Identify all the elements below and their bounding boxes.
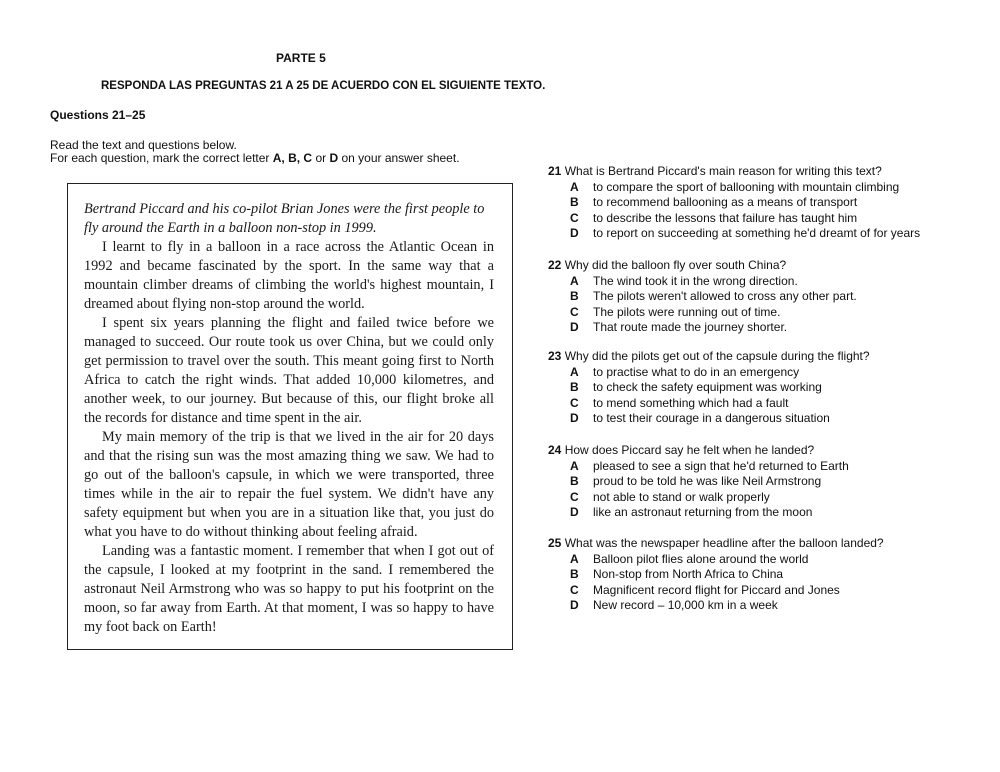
question-number: 24 xyxy=(548,443,562,457)
question-23 xyxy=(548,349,978,427)
question-text: What was the newspaper headline after the balloon landed? xyxy=(564,536,884,550)
option-letter: B xyxy=(570,289,579,304)
question-number: 21 xyxy=(548,164,562,178)
option-letter: B xyxy=(570,474,579,489)
option-text: to mend something which had a fault xyxy=(593,395,789,410)
option-text: like an astronaut returning from the moon xyxy=(593,505,813,520)
option-b[interactable] xyxy=(548,380,978,396)
option-text: Magnificent record flight for Piccard and Jones xyxy=(593,582,840,597)
question-stem xyxy=(548,443,978,459)
questions-range-title: Questions 21–25 xyxy=(50,108,146,122)
question-number: 25 xyxy=(548,536,562,550)
option-letter: A xyxy=(570,273,579,288)
option-a[interactable] xyxy=(548,274,978,290)
option-letter: B xyxy=(570,380,579,395)
option-d[interactable] xyxy=(548,226,978,242)
option-letter: D xyxy=(570,320,579,335)
option-text: proud to be told he was like Neil Armstrong xyxy=(593,474,822,489)
option-text: pleased to see a sign that he'd returned to Earth xyxy=(593,458,849,473)
question-stem xyxy=(548,349,978,365)
option-a[interactable] xyxy=(548,552,978,568)
instruction-heading: RESPONDA LAS PREGUNTAS 21 A 25 DE ACUERDO CON EL SIGUIENTE TEXTO. xyxy=(101,80,546,92)
option-text: to describe the lessons that failure has taught him xyxy=(593,210,858,225)
question-24 xyxy=(548,443,978,521)
question-21 xyxy=(548,164,978,242)
option-b[interactable] xyxy=(548,474,978,490)
option-text: New record – 10,000 km in a week xyxy=(593,598,778,613)
option-letter: C xyxy=(570,489,579,504)
question-number: 22 xyxy=(548,258,562,272)
option-d[interactable] xyxy=(548,505,978,521)
option-letter: D xyxy=(570,226,579,241)
option-b[interactable] xyxy=(548,195,978,211)
mark-instruction-or: or xyxy=(312,151,330,165)
option-text: to compare the sport of ballooning with mountain climbing xyxy=(593,179,900,194)
option-letter: C xyxy=(570,395,579,410)
option-b[interactable] xyxy=(548,289,978,305)
option-letter: C xyxy=(570,210,579,225)
reading-passage-box xyxy=(67,183,513,650)
question-text: Why did the balloon fly over south China? xyxy=(564,258,787,272)
option-a[interactable] xyxy=(548,365,978,381)
option-letter: C xyxy=(570,582,579,597)
passage-intro: Bertrand Piccard and his co-pilot Brian Jones were the first people to fly around the Earth in a balloon non-stop in 1999. xyxy=(84,201,485,236)
option-d[interactable] xyxy=(548,320,978,336)
passage-paragraph-3: My main memory of the trip is that we lived in the air for 20 days and that the rising sun was the most amazing thing we saw. We had to go out of the balloon's capsule, in which we were transported, three times while in the air to repair the fuel system. We didn't have any safety equipment but when you are in a situation like that, you just do what you have to do without thinking about feeling afraid. xyxy=(84,429,494,540)
mark-instruction-start: For each question, mark the correct letter xyxy=(50,151,273,165)
option-text: to recommend ballooning as a means of transport xyxy=(593,195,858,210)
option-c[interactable] xyxy=(548,583,978,599)
question-stem xyxy=(548,258,978,274)
option-letter: C xyxy=(570,304,579,319)
option-text: to report on succeeding at something he'd dreamt of for years xyxy=(593,226,921,241)
option-text: to practise what to do in an emergency xyxy=(593,364,800,379)
option-text: The pilots weren't allowed to cross any other part. xyxy=(593,289,857,304)
option-letter: A xyxy=(570,458,579,473)
mark-instruction-letters: A, B, C xyxy=(272,151,313,165)
option-a[interactable] xyxy=(548,459,978,475)
option-letter: A xyxy=(570,364,579,379)
option-c[interactable] xyxy=(548,396,978,412)
option-text: The pilots were running out of time. xyxy=(593,304,781,319)
option-letter: D xyxy=(570,598,579,613)
option-text: Non-stop from North Africa to China xyxy=(593,567,784,582)
option-text: The wind took it in the wrong direction. xyxy=(593,273,798,288)
option-letter: D xyxy=(570,411,579,426)
mark-instruction-end: on your answer sheet. xyxy=(338,151,460,165)
option-d[interactable] xyxy=(548,598,978,614)
option-c[interactable] xyxy=(548,490,978,506)
reading-passage xyxy=(84,200,494,637)
question-22 xyxy=(548,258,978,336)
read-instruction: Read the text and questions below. xyxy=(50,138,237,152)
question-25 xyxy=(548,536,978,614)
mark-instruction xyxy=(50,151,460,165)
option-text: to check the safety equipment was working xyxy=(593,380,822,395)
question-number: 23 xyxy=(548,349,562,363)
question-text: Why did the pilots get out of the capsule during the flight? xyxy=(564,349,870,363)
question-stem xyxy=(548,164,978,180)
mark-instruction-d: D xyxy=(329,151,339,165)
question-stem xyxy=(548,536,978,552)
question-text: What is Bertrand Piccard's main reason for writing this text? xyxy=(564,164,882,178)
passage-paragraph-2: I spent six years planning the flight and failed twice before we managed to succeed. Our route took us over China, but we could only get permission to travel over the south. This meant going first to North Africa to catch the right winds. That added 10,000 kilometres, and another week, to our journey. But because of this, our flight broke all the records for distance and time spent in the air. xyxy=(84,315,494,426)
option-text: not able to stand or walk properly xyxy=(593,489,770,504)
option-letter: A xyxy=(570,179,579,194)
option-letter: A xyxy=(570,551,579,566)
part-title: PARTE 5 xyxy=(276,51,326,65)
passage-paragraph-4: Landing was a fantastic moment. I remember that when I got out of the capsule, I looked at my footprint in the sand. I remembered the astronaut Neil Armstrong who was so happy to put his footprint on the moon, so far away from Earth. At that moment, I was so happy to have my foot back on Earth! xyxy=(84,543,494,635)
option-letter: B xyxy=(570,195,579,210)
option-d[interactable] xyxy=(548,411,978,427)
option-text: That route made the journey shorter. xyxy=(593,320,788,335)
option-letter: B xyxy=(570,567,579,582)
option-letter: D xyxy=(570,505,579,520)
option-b[interactable] xyxy=(548,567,978,583)
option-c[interactable] xyxy=(548,211,978,227)
question-text: How does Piccard say he felt when he landed? xyxy=(564,443,815,457)
option-text: Balloon pilot flies alone around the world xyxy=(593,551,809,566)
passage-paragraph-1: I learnt to fly in a balloon in a race across the Atlantic Ocean in 1992 and became fascinated by the sport. In the same way that a mountain climber dreams of climbing the world's highest mountain, I dreamed about flying non-stop around the world. xyxy=(84,239,494,312)
option-text: to test their courage in a dangerous situation xyxy=(593,411,830,426)
option-a[interactable] xyxy=(548,180,978,196)
option-c[interactable] xyxy=(548,305,978,321)
